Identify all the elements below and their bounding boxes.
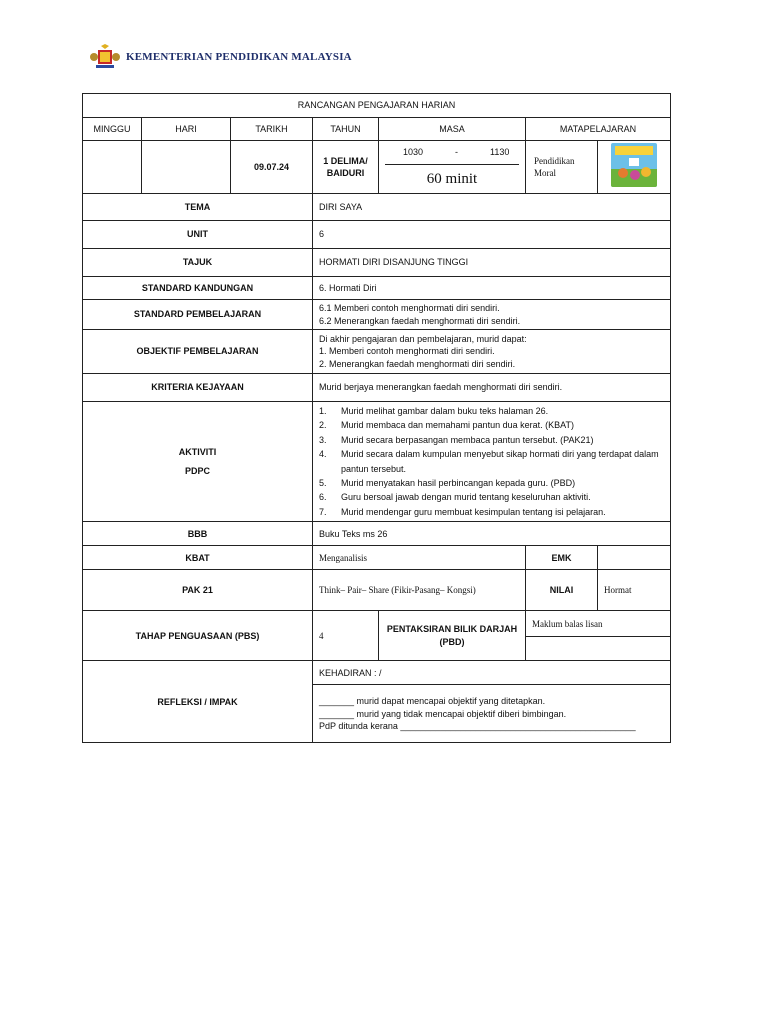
pbd-value-2[interactable] — [526, 637, 671, 661]
subject-value[interactable]: Pendidikan Moral — [526, 141, 598, 194]
unit-label: UNIT — [83, 221, 313, 249]
pbd-value-1[interactable]: Maklum balas lisan — [526, 611, 671, 637]
aktiviti-item-text: Murid secara dalam kumpulan menyebut sikap hormati diri yang terdapat dalam pantun tersebut. — [341, 449, 659, 474]
kbat-label: KBAT — [83, 546, 313, 570]
aktiviti-item-text: Murid mendengar guru membuat kesimpulan tentang isi pelajaran. — [341, 506, 606, 517]
aktiviti-label: AKTIVITI — [178, 447, 217, 458]
emk-label: EMK — [526, 546, 598, 570]
sp-line-2: 6.2 Menerangkan faedah menghormati diri sendiri. — [319, 315, 521, 326]
aktiviti-label-cell — [83, 402, 313, 522]
malaysia-crest-logo — [90, 44, 120, 70]
textbook-cover-image — [611, 143, 657, 187]
bbb-label: BBB — [83, 522, 313, 546]
masa-end: 1130 — [490, 147, 510, 158]
aktiviti-item-number: 2. — [319, 420, 327, 431]
tahun-value[interactable]: 1 DELIMA/ BAIDURI — [313, 141, 379, 194]
aktiviti-item-text: Murid melihat gambar dalam buku teks halaman 26. — [341, 406, 549, 416]
col-hari: HARI — [142, 118, 231, 141]
bbb-value[interactable]: Buku Teks ms 26 — [313, 522, 671, 546]
refleksi-line-3: PdP ditunda kerana _______________________________________________ — [319, 720, 636, 731]
aktiviti-item — [319, 418, 664, 432]
pak21-value[interactable]: Think– Pair– Share (Fikir-Pasang– Kongsi) — [313, 570, 526, 611]
nilai-value[interactable]: Hormat — [598, 570, 671, 611]
lesson-plan-table — [82, 93, 671, 743]
hari-value[interactable] — [142, 141, 231, 194]
tarikh-value[interactable]: 09.07.24 — [231, 141, 313, 194]
standard-kandungan-label: STANDARD KANDUNGAN — [83, 277, 313, 300]
objektif-value[interactable] — [313, 330, 671, 374]
pbd-label: PENTAKSIRAN BILIK DARJAH (PBD) — [379, 611, 526, 661]
refleksi-line-2: _______ murid yang tidak mencapai objektif diberi bimbingan. — [319, 708, 567, 719]
col-masa: MASA — [379, 118, 526, 141]
emk-value[interactable] — [598, 546, 671, 570]
refleksi-label: REFLEKSI / IMPAK — [83, 661, 313, 743]
masa-duration: 60 minit — [426, 171, 478, 188]
col-matapelajaran: MATAPELAJARAN — [526, 118, 671, 141]
kriteria-value[interactable]: Murid berjaya menerangkan faedah menghormati diri sendiri. — [313, 374, 671, 402]
standard-kandungan-value[interactable]: 6. Hormati Diri — [313, 277, 671, 300]
ministry-name: KEMENTERIAN PENDIDIKAN MALAYSIA — [126, 51, 352, 63]
minggu-value[interactable] — [83, 141, 142, 194]
tema-value[interactable]: DIRI SAYA — [313, 194, 671, 221]
col-tahun: TAHUN — [313, 118, 379, 141]
aktiviti-item-text: Murid menyatakan hasil perbincangan kepada guru. (PBD) — [341, 477, 576, 488]
refleksi-value[interactable] — [313, 685, 671, 743]
objektif-1: 1. Memberi contoh menghormati diri sendiri. — [319, 346, 495, 357]
kbat-value[interactable]: Menganalisis — [313, 546, 526, 570]
nilai-label: NILAI — [526, 570, 598, 611]
tahap-penguasaan-label: TAHAP PENGUASAAN (PBS) — [83, 611, 313, 661]
aktiviti-item-number: 7. — [319, 506, 327, 517]
masa-cell[interactable] — [379, 141, 526, 194]
col-minggu: MINGGU — [83, 118, 142, 141]
kriteria-label: KRITERIA KEJAYAAN — [83, 374, 313, 402]
aktiviti-item — [319, 433, 664, 447]
pak21-label: PAK 21 — [83, 570, 313, 611]
standard-pembelajaran-value[interactable] — [313, 300, 671, 330]
aktiviti-item — [319, 476, 664, 490]
masa-separator: - — [455, 147, 459, 158]
kehadiran-value[interactable]: KEHADIRAN : / — [313, 661, 671, 685]
aktiviti-item — [319, 490, 664, 504]
aktiviti-item — [319, 404, 664, 418]
objektif-intro: Di akhir pengajaran dan pembelajaran, murid dapat: — [319, 334, 527, 345]
tajuk-value[interactable]: HORMATI DIRI DISANJUNG TINGGI — [313, 249, 671, 277]
aktiviti-item-number: 3. — [319, 434, 327, 445]
tahap-penguasaan-value[interactable]: 4 — [313, 611, 379, 661]
aktiviti-item-text: Murid secara berpasangan membaca pantun tersebut. (PAK21) — [341, 434, 594, 445]
refleksi-line-1: _______ murid dapat mencapai objektif yang ditetapkan. — [319, 696, 546, 707]
tajuk-label: TAJUK — [83, 249, 313, 277]
page-header — [90, 44, 352, 70]
aktiviti-item-number: 4. — [319, 449, 327, 460]
col-tarikh: TARIKH — [231, 118, 313, 141]
aktiviti-item — [319, 505, 664, 519]
sp-line-1: 6.1 Memberi contoh menghormati diri sendiri. — [319, 303, 500, 314]
aktiviti-item-number: 5. — [319, 477, 327, 488]
aktiviti-item-number: 6. — [319, 492, 327, 503]
aktiviti-item — [319, 447, 664, 476]
textbook-cover-cell — [598, 141, 671, 194]
aktiviti-item-text: Murid membaca dan memahami pantun dua kerat. (KBAT) — [341, 420, 574, 431]
standard-pembelajaran-label: STANDARD PEMBELAJARAN — [83, 300, 313, 330]
objektif-label: OBJEKTIF PEMBELAJARAN — [83, 330, 313, 374]
aktiviti-item-number: 1. — [319, 406, 327, 416]
unit-value[interactable]: 6 — [313, 221, 671, 249]
masa-start: 1030 — [403, 147, 424, 158]
masa-range — [385, 144, 519, 165]
aktiviti-item-text: Guru bersoal jawab dengan murid tentang keseluruhan aktiviti. — [341, 492, 591, 503]
aktiviti-list[interactable] — [313, 402, 671, 522]
tema-label: TEMA — [83, 194, 313, 221]
objektif-2: 2. Menerangkan faedah menghormati diri sendiri. — [319, 358, 516, 369]
pdpc-label: PDPC — [184, 465, 210, 476]
plan-title: RANCANGAN PENGAJARAN HARIAN — [83, 94, 671, 118]
